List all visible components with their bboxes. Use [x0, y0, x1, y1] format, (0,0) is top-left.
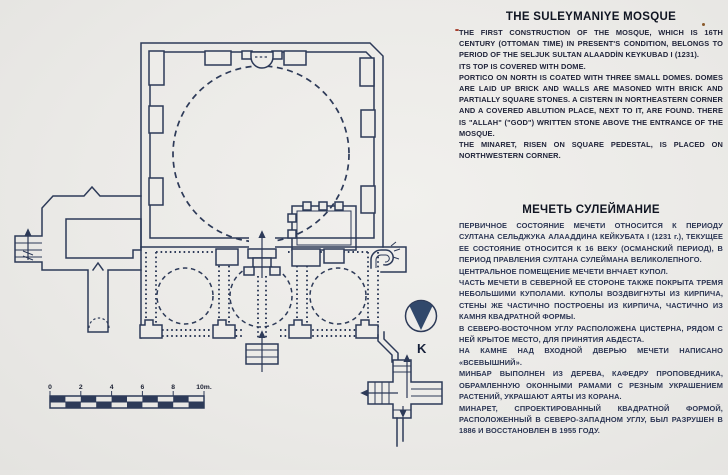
scale-label-0: 0	[48, 384, 52, 391]
portico-pier	[356, 320, 378, 338]
russian-text-block	[459, 204, 723, 437]
scale-label-4: 4	[109, 384, 114, 391]
english-paragraph: THE FIRST CONSTRUCTION OF THE MOSQUE, WHICH IS 16TH CENTURY (OTTOMAN TIME) IN PRESENT'S CONDITION, BELONGS TO PERIOD OF THE SELJUK SULTAN ALAADDİN KEYKUBAD I (1231).	[459, 28, 723, 60]
russian-paragraph: ЧАСТЬ МЕЧЕТИ В СЕВЕРНОЙ ЕЕ СТОРОНЕ ТАКЖЕ ПОКРЫТА ТРЕМЯ НЕБОЛЬШИМИ КУПОЛАМИ. КУПОЛЫ ВОЗДВИГНУТЫ ИЗ КИРПИЧА, СТЕНЫ ЖЕ ЧАСТИЧНО ПОСТРОЕНЫ ИЗ КИРПИЧА, ЧАСТИЧНО ИЗ КАМНЯ КВАДРАТНОЙ ФОРМЫ.	[459, 278, 723, 322]
cistern	[288, 202, 356, 250]
russian-paragraph: ПЕРВИЧНОЕ СОСТОЯНИЕ МЕЧЕТИ ОТНОСИТСЯ К ПЕРИОДУ СУЛТАНА СЕЛЬДЖУКА АЛААДДИНА КЕЙКУБАТА I (1231 г.), ТЕКУЩЕЕ ЕЕ СОСТОЯНИЕ ОТНОСИТСЯ К 16 ВЕКУ (ОСМАНСКИЙ ПЕРИОД), В ПЕРИОД ПРАВЛЕНИЯ СУЛТАНА СУЛЕЙМАНА ВЕЛИКОЛЕПНОГО.	[459, 221, 723, 265]
english-title: THE SULEYMANIYE MOSQUE	[505, 11, 677, 23]
scale-label-8: 8	[171, 384, 176, 391]
english-text-block	[459, 11, 723, 161]
small-dome-east	[310, 268, 366, 324]
portico-top-pier	[292, 249, 320, 266]
english-paragraph: ITS TOP IS COVERED WITH DOME.	[459, 61, 586, 71]
russian-paragraph: НА КАМНЕ НАД ВХОДНОЙ ДВЕРЬЮ МЕЧЕТИ НАПИСАНО «ВСЕВЫШНИЙ».	[459, 346, 723, 367]
english-paragraph: PORTICO ON NORTH IS COATED WITH THREE SMALL DOMES. DOMES ARE LAID UP BRICK AND WALLS ARE MASONED WITH BRICK AND PARTIALLY SQUARE STONES. A CISTERN IN NORTHEASTERN CORNER AND A COVERED ABLUTION PLACE, NEXT TO IT, ARE FOUND. THERE IS "ALLAH" ("GOD") WRITTEN STONE ABOVE THE ENTRANCE OF THE MOSQUE.	[459, 72, 723, 138]
scale-label-10m: 10m.	[196, 384, 212, 391]
russian-paragraph: МИНАРЕТ, СПРОЕКТИРОВАННЫЙ КВАДРАТНОЙ ФОРМОЙ, РАСПОЛОЖЕННЫЙ В СЕВЕРО-ЗАПАДНОМ УГЛУ, БЫЛ РАЗРУШЕН В 1886 И ВОССТАНОВЛЕН В 1955 ГОДУ.	[459, 403, 723, 436]
hall-entrance-vestibule	[244, 232, 280, 278]
southeast-stairs	[362, 332, 442, 446]
central-dome-outline	[173, 66, 349, 242]
compass-north-icon	[406, 301, 437, 357]
russian-title: МЕЧЕТЬ СУЛЕЙМАНИЕ	[522, 204, 660, 216]
portico-pier	[289, 320, 311, 338]
portico-pier	[213, 320, 235, 338]
paper-speck	[455, 29, 459, 31]
minaret-pedestal-room	[66, 219, 141, 258]
small-dome-west	[157, 268, 213, 324]
mihrab-niche	[242, 51, 282, 68]
portico-top-pier	[324, 249, 344, 263]
small-dome-center	[230, 265, 292, 327]
paper-speck	[702, 23, 705, 26]
main-hall-walls	[141, 43, 383, 247]
north-entrance-steps	[246, 332, 278, 372]
scale-label-6: 6	[140, 384, 145, 391]
portico-top-pier	[216, 249, 238, 265]
russian-paragraph: ЦЕНТРАЛЬНОЕ ПОМЕЩЕНИЕ МЕЧЕТИ ВНЧАЕТ КУПОЛ.	[459, 266, 668, 276]
compass-label: K	[417, 341, 427, 356]
russian-paragraph: МИНБАР ВЫПОЛНЕН ИЗ ДЕРЕВА, КАФЕДРУ ПРОПОВЕДНИКА, ОБРАМЛЕННУЮ ОКОННЫМИ РАМАМИ С РЕЗНЫМ УКРАШЕНИЕМ РАСТЕНИЙ, УКРАШАЮТ АЯТЫ ИЗ КОРАНА.	[459, 369, 723, 402]
corridor-arch	[89, 318, 109, 328]
russian-paragraph: В СЕВЕРО-ВОСТОЧНОМ УГЛУ РАСПОЛОЖЕНА ЦИСТЕРНА, РЯДОМ С НЕЙ КРЫТОЕ МЕСТО, ДЛЯ ПРИНЯТИЯ АБДЕСТА.	[459, 323, 723, 345]
scale-bar	[48, 384, 212, 408]
northwest-annex	[15, 187, 141, 332]
english-paragraph: THE MINARET, RISEN ON SQUARE PEDESTAL, IS PLACED ON NORTHWESTERN CORNER.	[459, 140, 723, 161]
portico-pier	[140, 320, 162, 338]
scale-label-2: 2	[78, 384, 83, 391]
